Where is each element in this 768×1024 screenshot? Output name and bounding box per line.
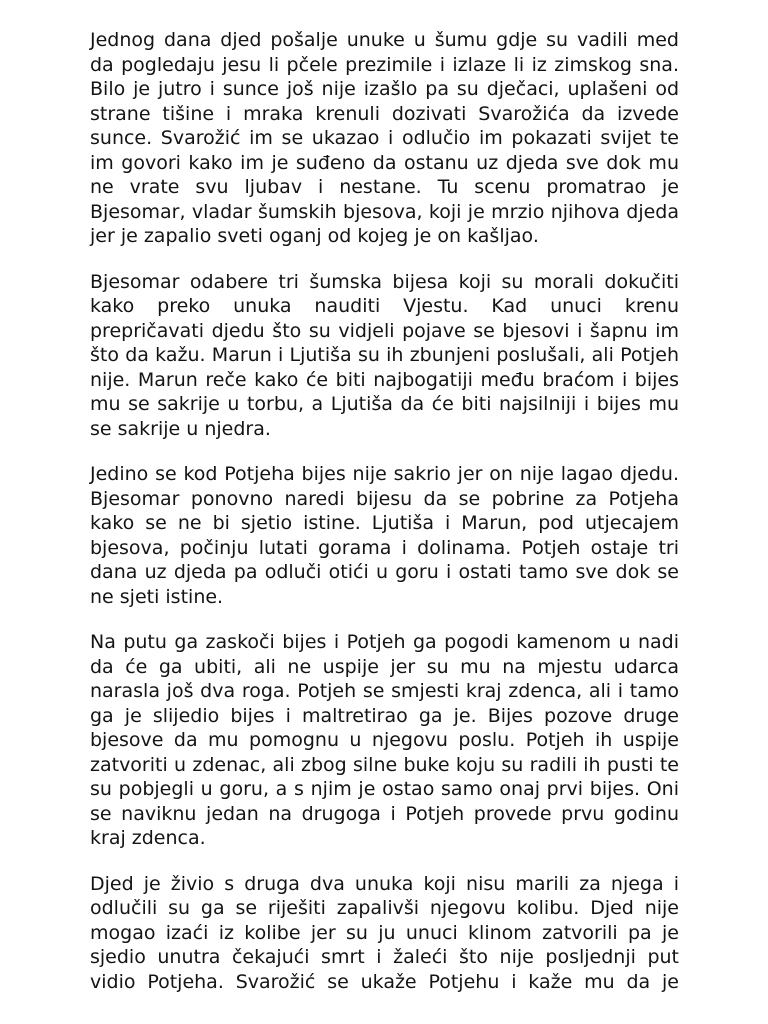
paragraph-4: Na putu ga zaskoči bijes i Potjeh ga pogodi kamenom u nadi da će ga ubiti, ali ne uspije jer su mu na mjestu udarca narasla još dva roga. Potjeh se smjesti kraj zdenca, ali i tamo ga je slijedio bijes i maltretirao ga je. Bijes pozove druge bjesove da mu pomognu u njegovu poslu. Potjeh ih uspije zatvoriti u zdenac, ali zbog silne buke koju su radili ih pusti te su pobjegli u goru, a s njim je ostao samo onaj prvi bijes. Oni se naviknu jedan na drugoga i Potjeh provede prvu godinu kraj zdenca.	[90, 631, 679, 849]
document-page	[90, 28, 679, 1015]
paragraph-5: Djed je živio s druga dva unuka koji nisu marili za njega i odlučili su ga se riješiti zapalivši njegovu kolibu. Djed nije mogao izaći iz kolibe jer su ju unuci klinom zatvorili pa je sjedio unutra čekajući smrt i žaleći što nije posljednji put vidio Potjeha. Svarožić se ukaže Potjehu i kaže mu da je	[90, 872, 679, 993]
paragraph-1: Jednog dana djed pošalje unuke u šumu gdje su vadili med da pogledaju jesu li pčele prezimile i izlaze li iz zimskog sna. Bilo je jutro i sunce još nije izašlo pa su dječaci, uplašeni od strane tišine i mraka krenuli dozivati Svarožića da izvede sunce. Svarožić im se ukazao i odlučio im pokazati svijet te im govori kako im je suđeno da ostanu uz djeda sve dok mu ne vrate svu ljubav i nestane. Tu scenu promatrao je Bjesomar, vladar šumskih bjesova, koji je mrzio njihova djeda jer je zapalio sveti oganj od kojeg je on kašljao.	[90, 29, 679, 247]
paragraph-3: Jedino se kod Potjeha bijes nije sakrio jer on nije lagao djedu. Bjesomar ponovno naredi bijesu da se pobrine za Potjeha kako se ne bi sjetio istine. Ljutiša i Marun, pod utjecajem bjesova, počinju lutati gorama i dolinama. Potjeh ostaje tri dana uz djeda pa odluči otići u goru i ostati tamo sve dok se ne sjeti istine.	[90, 463, 679, 608]
paragraph-2: Bjesomar odabere tri šumska bijesa koji su morali dokučiti kako preko unuka nauditi Vjestu. Kad unuci krenu prepričavati djedu što su vidjeli pojave se bjesovi i šapnu im što da kažu. Marun i Ljutiša su ih zbunjeni poslušali, ali Potjeh nije. Marun reče kako će biti najbogatiji među braćom i bijes mu se sakrije u torbu, a Ljutiša da će biti najsilniji i bijes mu se sakrije u njedra.	[90, 270, 679, 440]
